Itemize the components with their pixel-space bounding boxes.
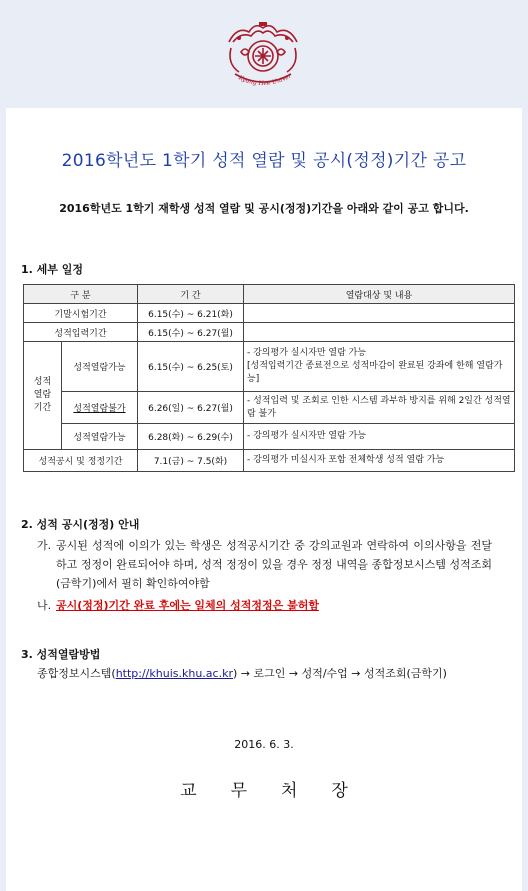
table-row xyxy=(24,424,515,450)
row-label: 성적공시 및 정정기간 xyxy=(24,450,138,472)
row-period: 6.26(일) ~ 6.27(월) xyxy=(138,392,244,424)
group-label: 성적 열람 기간 xyxy=(24,342,62,450)
table-header-row xyxy=(24,285,515,304)
header-period: 기 간 xyxy=(138,285,244,304)
access-prefix: 종합정보시스템( xyxy=(37,667,116,680)
schedule-table xyxy=(23,284,515,472)
row-label: 성적열람가능 xyxy=(62,424,138,450)
khuis-link[interactable]: http://khuis.khu.ac.kr xyxy=(115,667,233,680)
header-category: 구 분 xyxy=(24,285,138,304)
row-content xyxy=(244,304,515,323)
notice-date: 2016. 6. 3. xyxy=(234,738,294,751)
header-content: 열람대상 및 내용 xyxy=(244,285,515,304)
row-label: 성적열람가능 xyxy=(62,342,138,392)
row-content: - 강의평가 실시자만 열람 가능 [성적입력기간 종료전으로 성적마감이 완료된 강좌에 한해 열람가능] xyxy=(244,342,515,392)
row-content: - 강의평가 실시자만 열람 가능 xyxy=(244,424,515,450)
row-period: 7.1(금) ~ 7.5(화) xyxy=(138,450,244,472)
row-period: 6.15(수) ~ 6.21(화) xyxy=(138,304,244,323)
seal-text: Kyung Hee Univer xyxy=(237,72,293,88)
intro-text: 2016학년도 1학기 재학생 성적 열람 및 공시(정정)기간을 아래와 같이 공고 합니다. xyxy=(59,202,469,215)
row-period: 6.15(수) ~ 6.25(토) xyxy=(138,342,244,392)
section1-heading: 1. 세부 일정 xyxy=(21,263,83,276)
page-title: 2016학년도 1학기 성적 열람 및 공시(정정)기간 공고 xyxy=(61,151,467,171)
row-label: 성적열람불가 xyxy=(62,392,138,424)
row-period: 6.15(수) ~ 6.27(월) xyxy=(138,323,244,342)
access-method xyxy=(37,664,447,683)
table-row xyxy=(24,450,515,472)
notice-document xyxy=(6,108,522,891)
table-row xyxy=(24,304,515,323)
university-seal-icon xyxy=(215,18,311,94)
row-label: 기말시험기간 xyxy=(24,304,138,323)
row-label: 성적입력기간 xyxy=(24,323,138,342)
item-b-marker: 나. xyxy=(37,599,52,612)
row-content: - 성적입력 및 조회로 인한 시스템 과부하 방지를 위해 2일간 성적열람 불가 xyxy=(244,392,515,424)
item-a-text: 공시된 성적에 이의가 있는 학생은 성적공시기간 중 강의교원과 연락하여 이의사항을 전달하고 정정이 완료되어야 하며, 성적 정정이 있을 경우 정정 내역을 종합정보시스템 성적조회(금학기)에서 필히 확인하여야함 xyxy=(56,539,492,590)
item-b-text: 공시(정정)기간 완료 후에는 일체의 성적정정은 불허함 xyxy=(56,599,319,612)
table-row xyxy=(24,392,515,424)
signature: 교무처장 xyxy=(180,781,382,801)
row-content xyxy=(244,323,515,342)
section2-heading: 2. 성적 공시(정정) 안내 xyxy=(21,518,140,531)
row-period: 6.28(화) ~ 6.29(수) xyxy=(138,424,244,450)
table-row xyxy=(24,342,515,392)
item-a-marker: 가. xyxy=(37,539,52,552)
section3-heading: 3. 성적열람방법 xyxy=(21,648,101,661)
access-suffix: ) → 로그인 → 성적/수업 → 성적조회(금학기) xyxy=(232,667,447,680)
header-banner xyxy=(0,0,528,108)
table-row xyxy=(24,323,515,342)
row-content: - 강의평가 미실시자 포함 전체학생 성적 열람 가능 xyxy=(244,450,515,472)
